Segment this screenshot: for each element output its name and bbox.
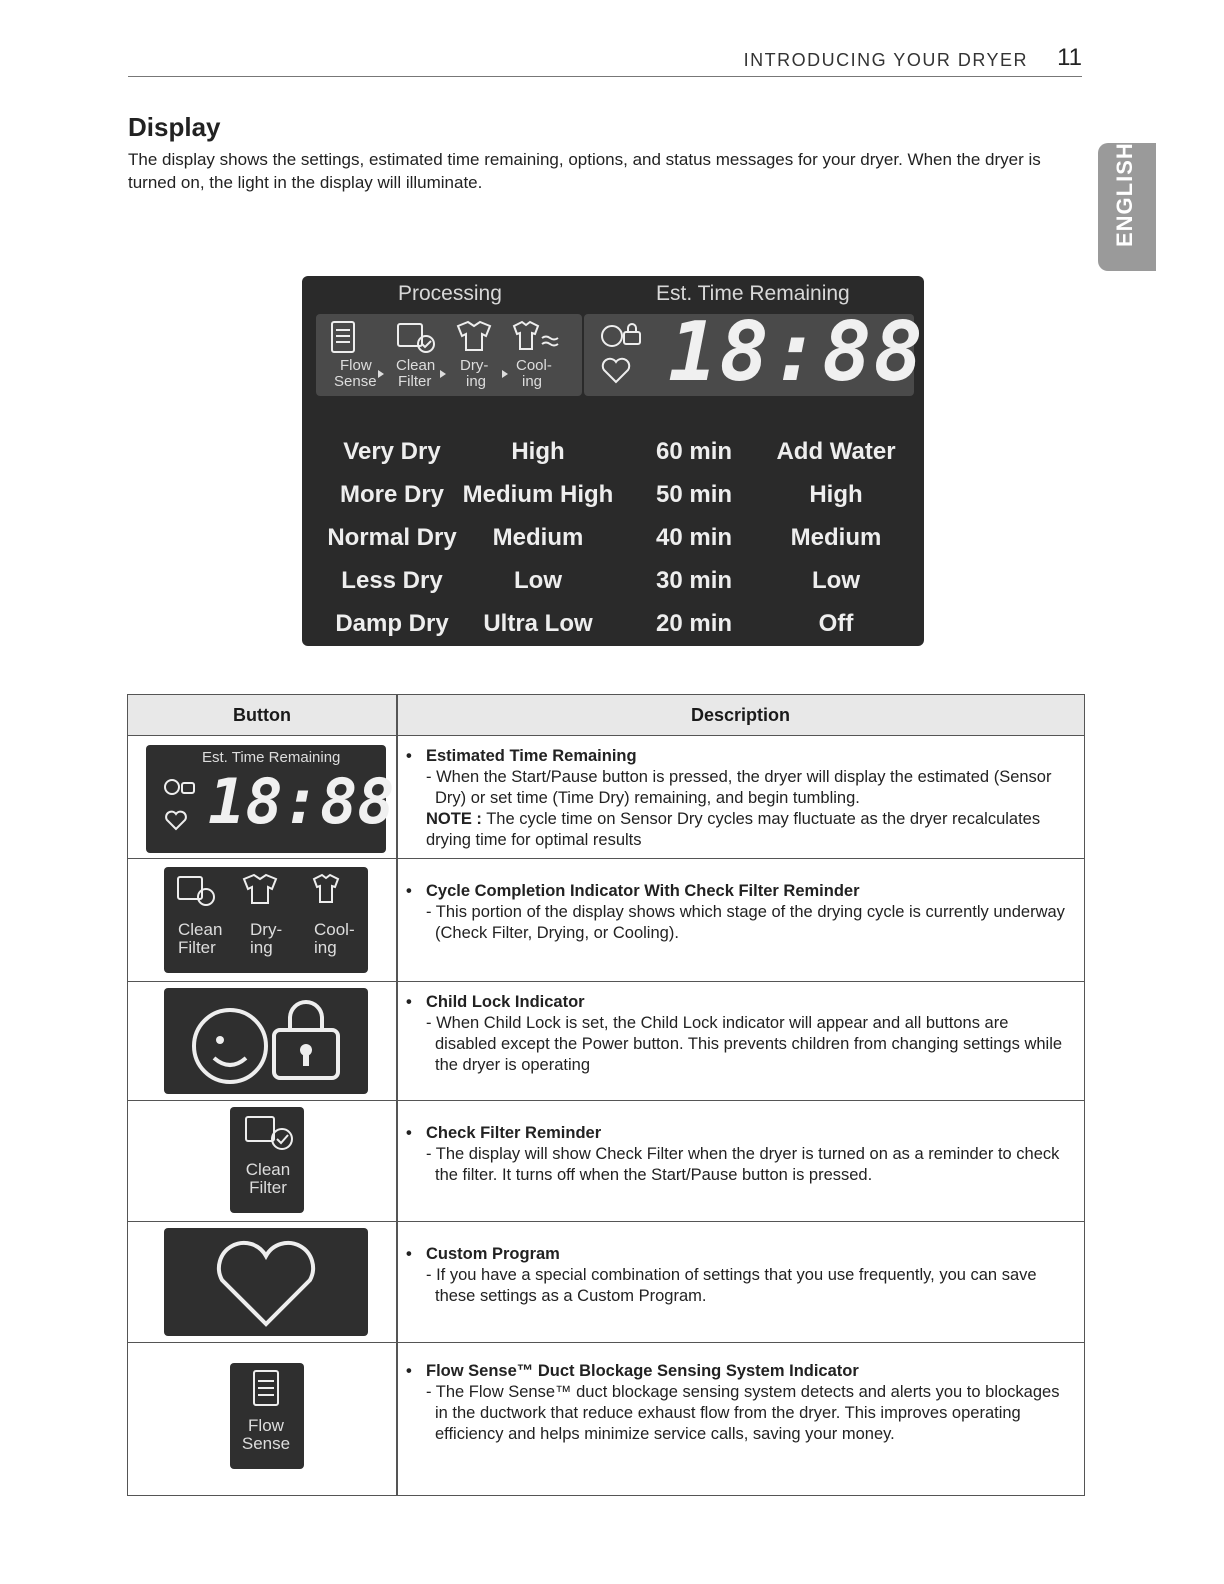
row-body: - The display will show Check Filter when the dryer is turned on as a reminder to check the filter. It turns off when the Start/Pause button is pressed. <box>426 1145 1060 1184</box>
heart-icon <box>166 812 186 829</box>
row-body: - This portion of the display shows which stage of the drying cycle is currently underway (Check Filter, Drying, or Cooling). <box>426 903 1065 942</box>
option-temp-low: Low <box>514 567 562 594</box>
est-time-icon-label: Est. Time Remaining <box>202 749 341 766</box>
option-damp-dry: Damp Dry <box>335 610 449 637</box>
check-filter-icon <box>230 1107 304 1213</box>
row-body: - The Flow Sense™ duct blockage sensing system detects and alerts you to blockages in the ductwork that reduce exhaust flow from the dryer. This improves operating efficiency and helps minimize service calls, saving your money. <box>426 1383 1060 1443</box>
option-normal-dry: Normal Dry <box>327 524 457 551</box>
child-lock-icon <box>602 324 640 346</box>
child-lock-graphic <box>164 988 368 1094</box>
flow-sense-icon <box>332 322 354 352</box>
time-display <box>584 305 925 400</box>
row-heading: • Cycle Completion Indicator With Check Filter Reminder <box>426 881 1066 902</box>
row-description <box>426 746 1066 851</box>
table-row <box>128 1222 1084 1343</box>
stage-icons <box>316 314 582 396</box>
est-time-icon-clock: 18:88 <box>208 765 395 838</box>
table-row <box>128 736 1084 859</box>
option-temp-high: High <box>511 438 565 465</box>
clean-filter-icon <box>178 877 214 905</box>
intro-text: The display shows the settings, estimated time remaining, options, and status messages for your dryer. When the dryer is turned on, the light in the display will illuminate. <box>128 150 1041 192</box>
option-temp-medium: Medium <box>492 524 584 551</box>
stage-label-drying: Dry-ing <box>250 920 283 957</box>
stage-label-flow: Flow <box>340 357 372 374</box>
stage-label-cooling: Cool-ing <box>314 920 355 957</box>
row-description <box>426 1361 1066 1445</box>
option-level-off: Off <box>818 610 854 637</box>
row-heading: • Check Filter Reminder <box>426 1123 1066 1144</box>
check-filter-graphic <box>230 1107 304 1157</box>
option-50-min: 50 min <box>655 481 733 508</box>
check-filter-label: Clean Filter <box>245 1160 291 1197</box>
row-heading: • Flow Sense™ Duct Blockage Sensing System Indicator <box>426 1361 1066 1382</box>
row-body: - If you have a special combination of settings that you use frequently, you can save these settings as a Custom Program. <box>426 1266 1037 1305</box>
table-row <box>128 1343 1084 1493</box>
row-heading: • Child Lock Indicator <box>426 992 1066 1013</box>
cooling-shirt-icon <box>314 875 338 902</box>
option-temp-ultra-low: Ultra Low <box>483 610 593 637</box>
section-title: INTRODUCING YOUR DRYER <box>743 50 1028 70</box>
option-level-medium: Medium <box>790 524 882 551</box>
option-20-min: 20 min <box>655 610 733 637</box>
display-panel <box>302 276 924 646</box>
row-note <box>426 809 1066 851</box>
row-description <box>426 881 1066 944</box>
drying-shirt-icon <box>244 875 276 903</box>
child-lock-indicator-icon <box>164 988 368 1094</box>
flow-sense-graphic <box>230 1363 304 1413</box>
table-row <box>128 982 1084 1101</box>
clock-digits: 18:88 <box>668 305 925 400</box>
custom-program-icon <box>164 1228 368 1336</box>
cycle-stage-icon <box>164 867 368 973</box>
note-label: NOTE : <box>426 810 482 828</box>
page-title: Display <box>128 112 221 142</box>
row-heading: • Custom Program <box>426 1244 1066 1265</box>
button-description-table <box>127 694 1085 1496</box>
column-header-description: Description <box>397 695 1084 736</box>
cooling-shirt-icon <box>514 322 558 349</box>
clean-filter-icon <box>398 324 434 352</box>
language-tab <box>1098 143 1156 271</box>
note-text: The cycle time on Sensor Dry cycles may fluctuate as the dryer recalculates drying time for optimal results <box>426 810 1041 849</box>
option-very-dry: Very Dry <box>343 438 441 465</box>
option-less-dry: Less Dry <box>341 567 443 594</box>
page-number: 11 <box>1057 44 1082 71</box>
option-add-water: Add Water <box>776 438 896 465</box>
flow-sense-icon <box>254 1371 278 1405</box>
custom-program-graphic <box>164 1228 368 1336</box>
table-row <box>128 859 1084 982</box>
stage-indicator <box>316 314 582 396</box>
stage-label-cool: Cool- <box>516 357 552 374</box>
heart-icon <box>603 359 629 382</box>
stage-label-ing: ing <box>466 373 487 390</box>
option-level-high: High <box>809 481 863 508</box>
processing-label: Processing <box>398 282 502 305</box>
row-body: - When Child Lock is set, the Child Lock indicator will appear and all buttons are disabled except the Power button. This prevents children from changing settings while the dryer is operating <box>426 1014 1063 1074</box>
row-description <box>426 992 1066 1076</box>
status-icons <box>590 314 674 396</box>
stage-label-cooling-ing: ing <box>522 373 543 390</box>
option-more-dry: More Dry <box>339 481 445 508</box>
heart-icon <box>219 1243 313 1324</box>
flow-sense-label: Flow Sense <box>241 1416 291 1453</box>
row-description <box>426 1244 1066 1307</box>
stage-label-sense: Sense <box>334 373 377 390</box>
est-time-icon <box>146 745 395 853</box>
child-lock-icon <box>165 780 194 794</box>
filter-icon <box>246 1117 274 1141</box>
stage-label-clean-filter: Clean Filter <box>178 920 223 957</box>
row-body: - When the Start/Pause button is pressed, the dryer will display the estimated (Sensor Dry) or set time (Time Dry) remaining, and begin tumbling. <box>426 768 1052 807</box>
option-temp-medium-high: Medium High <box>462 481 614 508</box>
flow-sense-indicator-icon <box>230 1363 304 1469</box>
stage-label-clean: Clean <box>396 357 436 374</box>
page-header <box>128 44 1082 77</box>
option-40-min: 40 min <box>655 524 733 551</box>
option-30-min: 30 min <box>655 567 733 594</box>
table-row <box>128 1101 1084 1222</box>
row-description <box>426 1123 1066 1186</box>
option-level-low: Low <box>812 567 860 594</box>
drying-shirt-icon <box>458 322 490 350</box>
est-time-label: Est. Time Remaining <box>656 282 850 305</box>
row-heading: • Estimated Time Remaining <box>426 746 1066 767</box>
option-60-min: 60 min <box>655 438 733 465</box>
stage-label-dry: Dry- <box>460 357 489 374</box>
column-header-button: Button <box>128 695 396 736</box>
language-tab-label: ENGLISH <box>1112 142 1137 247</box>
stage-label-filter: Filter <box>398 373 432 390</box>
lock-icon <box>274 1002 338 1078</box>
child-face-icon <box>194 1010 266 1082</box>
